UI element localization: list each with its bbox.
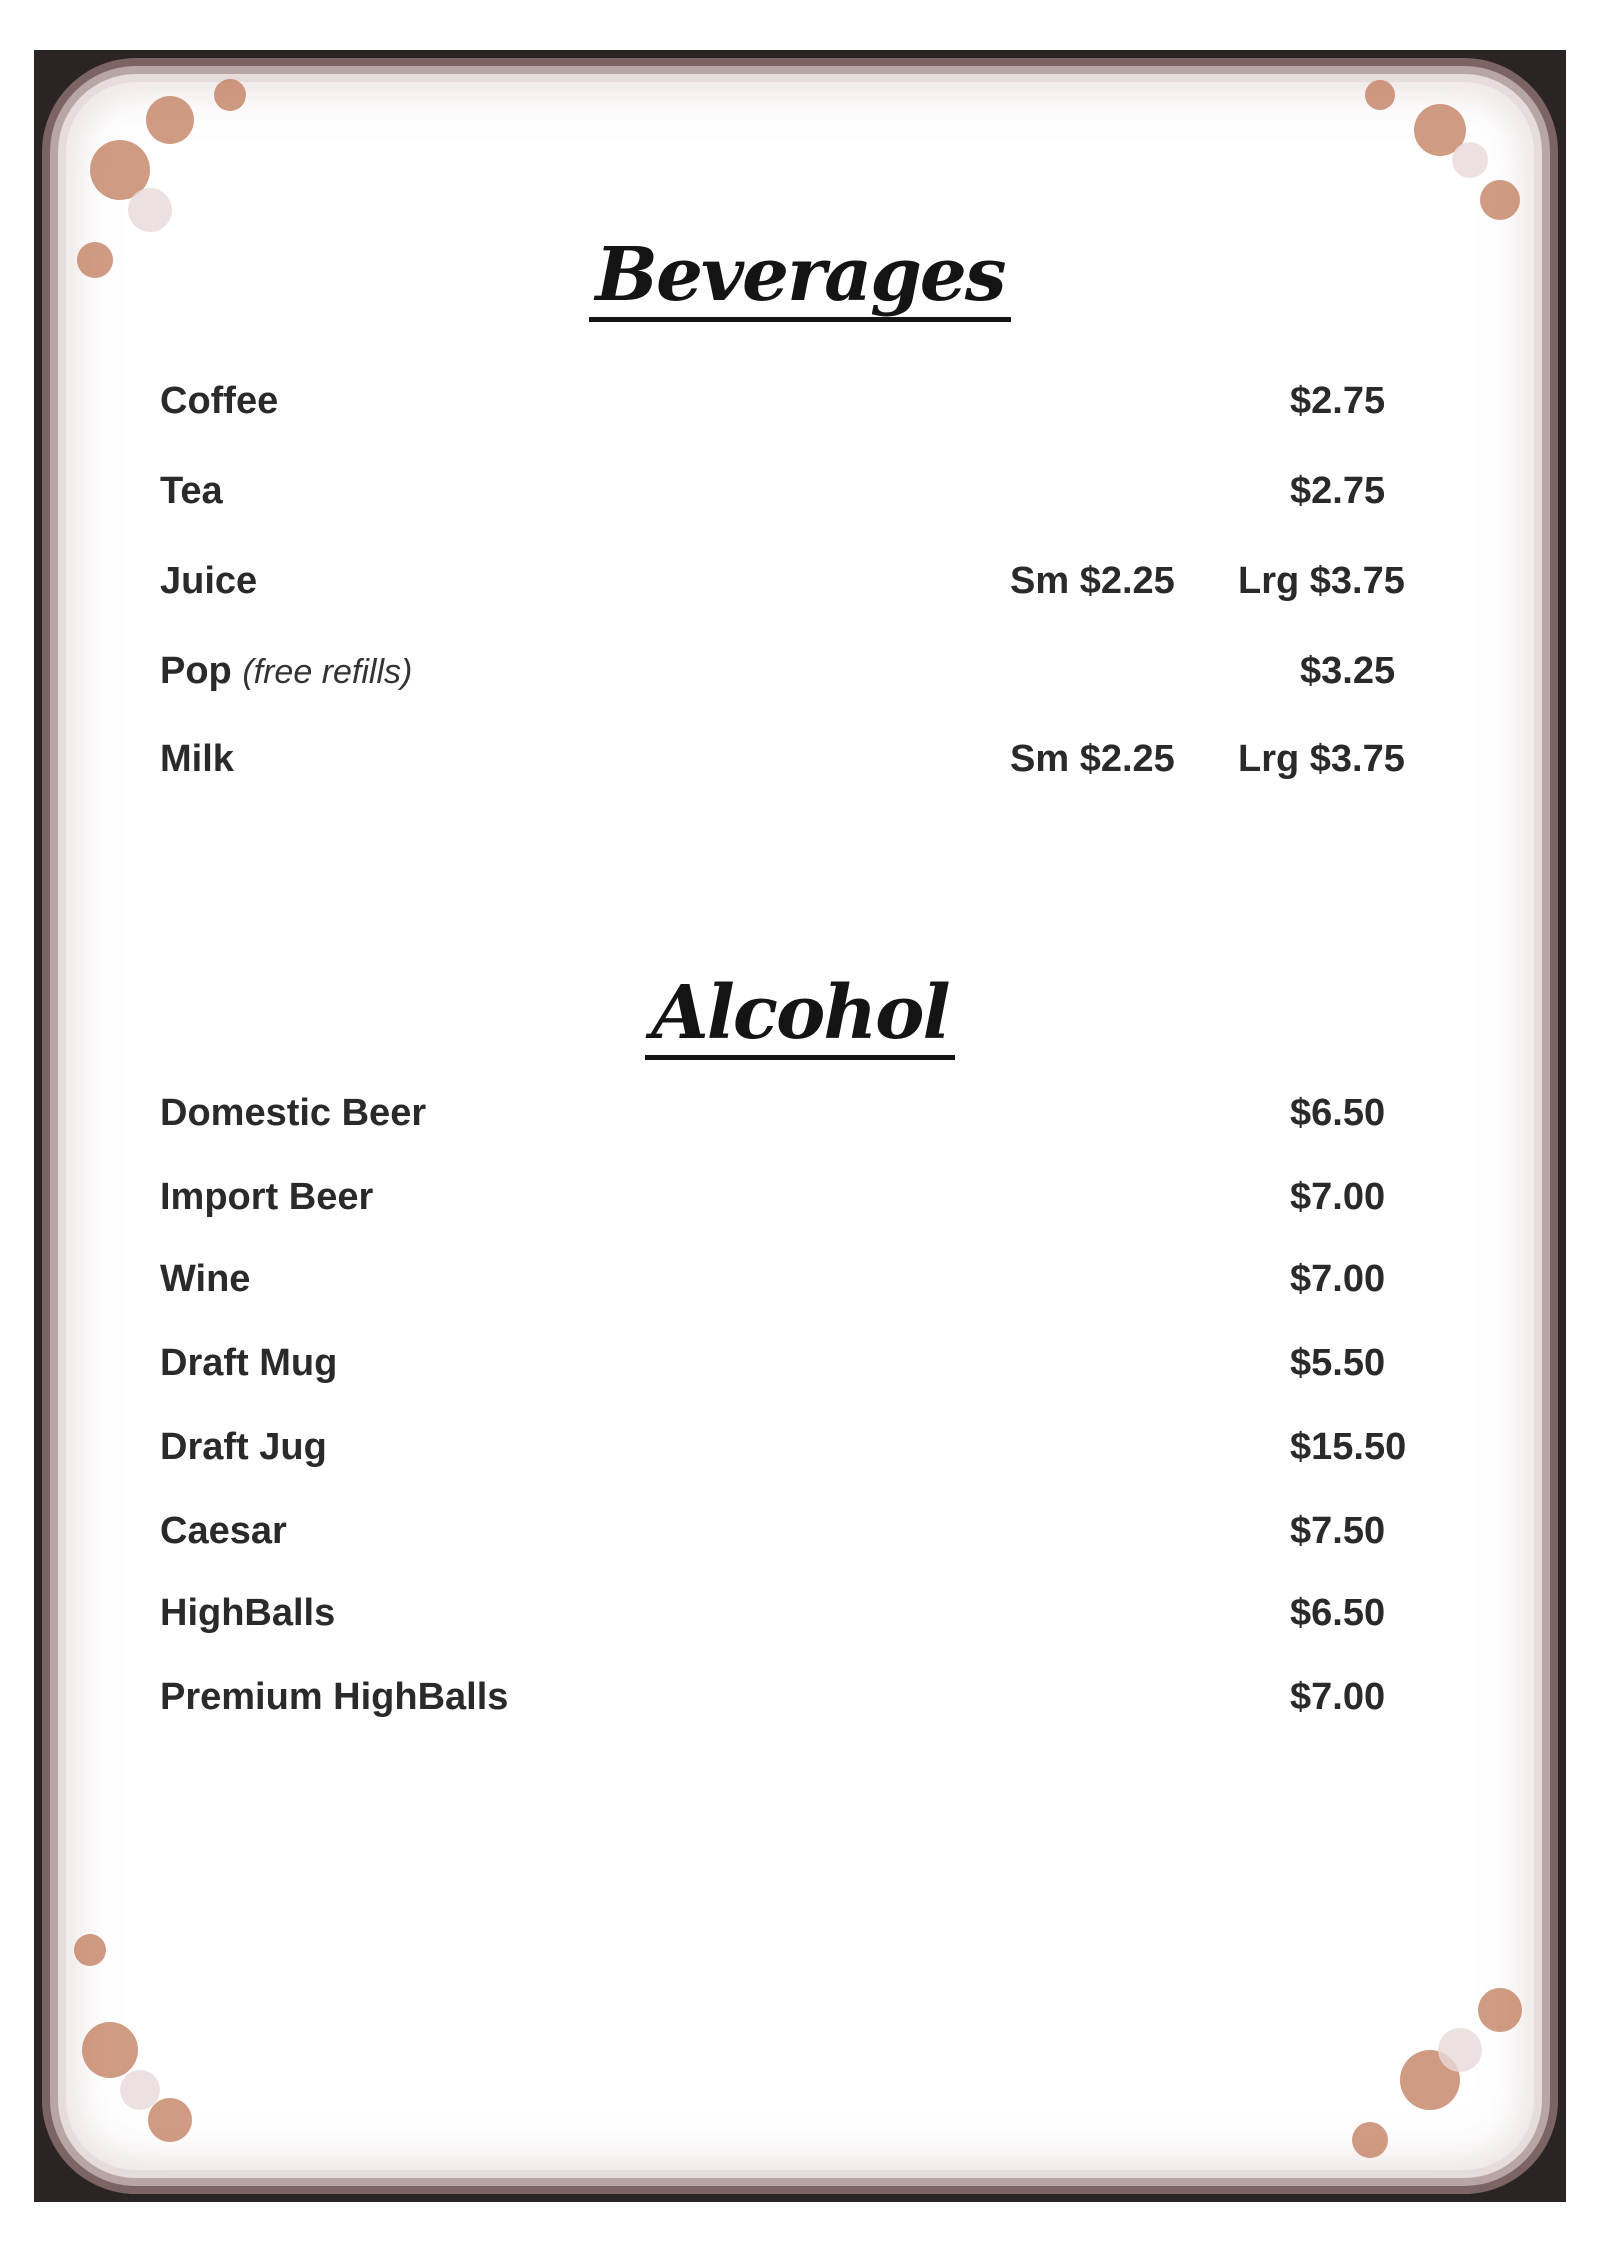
item-name: Wine (160, 1258, 251, 1300)
item-name: Pop (160, 650, 232, 692)
item-price: $15.50 (1290, 1426, 1407, 1468)
item-price: $7.50 (1290, 1510, 1386, 1552)
alcohol-title-text: Alcohol (645, 975, 954, 1060)
item-name: HighBalls (160, 1592, 336, 1634)
item-name: Premium HighBalls (160, 1676, 509, 1718)
item-price: $2.75 (1290, 380, 1386, 422)
item-name: Tea (160, 470, 223, 512)
item-price: $3.25 (1300, 650, 1396, 692)
item-price: $7.00 (1290, 1676, 1386, 1718)
item-name: Draft Jug (160, 1426, 327, 1468)
item-price: $7.00 (1290, 1258, 1386, 1300)
beverages-title (0, 232, 1600, 322)
menu-item-wine (160, 1258, 1420, 1314)
item-price: $2.75 (1290, 470, 1386, 512)
menu-item-draft-jug (160, 1426, 1420, 1482)
menu-item-premium-highballs (160, 1676, 1420, 1732)
menu-item-pop (160, 650, 1420, 706)
menu-item-coffee (160, 380, 1420, 436)
menu-item-domestic-beer (160, 1092, 1420, 1148)
menu-item-caesar (160, 1510, 1420, 1566)
item-name: Coffee (160, 380, 279, 422)
item-price-large: Lrg $3.75 (1238, 560, 1405, 602)
item-price-small: Sm $2.25 (1010, 738, 1175, 780)
menu-item-highballs (160, 1592, 1420, 1648)
item-price-large: Lrg $3.75 (1238, 738, 1405, 780)
beverages-title-text: Beverages (589, 237, 1010, 322)
item-name: Import Beer (160, 1176, 374, 1218)
item-price: $5.50 (1290, 1342, 1386, 1384)
item-price: $6.50 (1290, 1092, 1386, 1134)
item-name: Caesar (160, 1510, 287, 1552)
menu-item-draft-mug (160, 1342, 1420, 1398)
menu-item-tea (160, 470, 1420, 526)
menu-item-import-beer (160, 1176, 1420, 1232)
item-name-wrapper (160, 650, 412, 693)
item-name: Milk (160, 738, 234, 780)
item-name: Draft Mug (160, 1342, 338, 1384)
item-note: (free refills) (242, 653, 413, 691)
item-price: $7.00 (1290, 1176, 1386, 1218)
item-name: Juice (160, 560, 258, 602)
menu-item-juice (160, 560, 1420, 616)
item-name: Domestic Beer (160, 1092, 427, 1134)
alcohol-title (0, 970, 1600, 1060)
item-price: $6.50 (1290, 1592, 1386, 1634)
menu-item-milk (160, 738, 1420, 794)
item-price-small: Sm $2.25 (1010, 560, 1175, 602)
